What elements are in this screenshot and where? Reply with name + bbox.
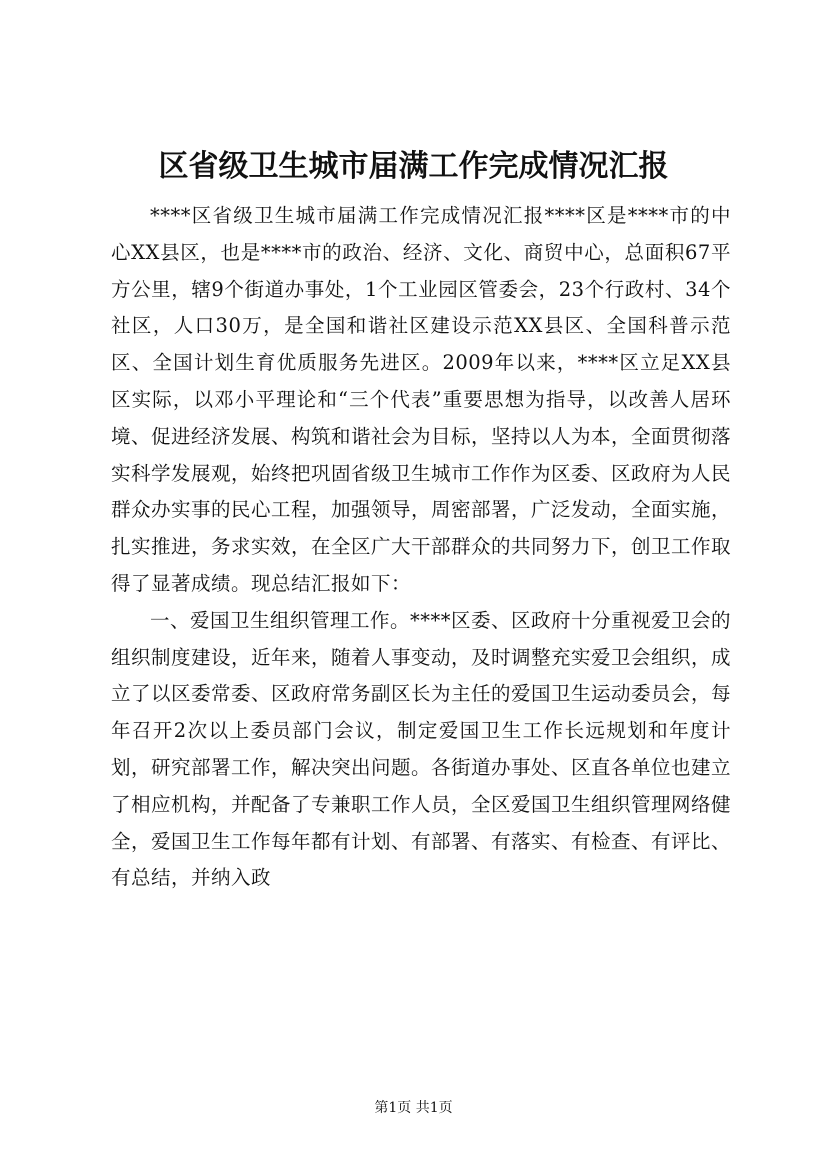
page-footer: 第1页 共1页	[374, 1100, 453, 1116]
paragraph-section-1: 一、爱国卫生组织管理工作。****区委、区政府十分重视爱卫会的组织制度建设，近年来，随着人事变动，及时调整充实爱卫会组织，成立了以区委常委、区政府常务副区长为主任的爱国卫生运动委员会，每年召开2次以上委员部门会议，制定爱国卫生工作长远规划和年度计划，研究部署工作，解决突出问题。各街道办事处、区直各单位也建立了相应机构，并配备了专兼职工作人员，全区爱国卫生组织管理网络健全，爱国卫生工作每年都有计划、有部署、有落实、有检查、有评比、有总结，并纳入政	[111, 608, 732, 890]
document-title: 区省级卫生城市届满工作完成情况汇报	[158, 149, 669, 184]
document-body	[111, 198, 731, 897]
paragraph-intro: ****区省级卫生城市届满工作完成情况汇报****区是****市的中心XX县区，也是****市的政治、经济、文化、商贸中心，总面积67平方公里，辖9个街道办事处，1个工业园区管委会，23个行政村、34个社区，人口30万，是全国和谐社区建设示范XX县区、全国科普示范区、全国计划生育优质服务先进区。2009年以来，****区立足XX县区实际，以邓小平理论和“三个代表”重要思想为指导，以改善人居环境、促进经济发展、构筑和谐社会为目标，坚持以人为本，全面贯彻落实科学发展观，始终把巩固省级卫生城市工作作为区委、区政府为人民群众办实事的民心工程，加强领导，周密部署，广泛发动，全面实施，扎实推进，务求实效，在全区广大干部群众的共同努力下，创卫工作取得了显著成绩。现总结汇报如下：	[111, 204, 732, 595]
